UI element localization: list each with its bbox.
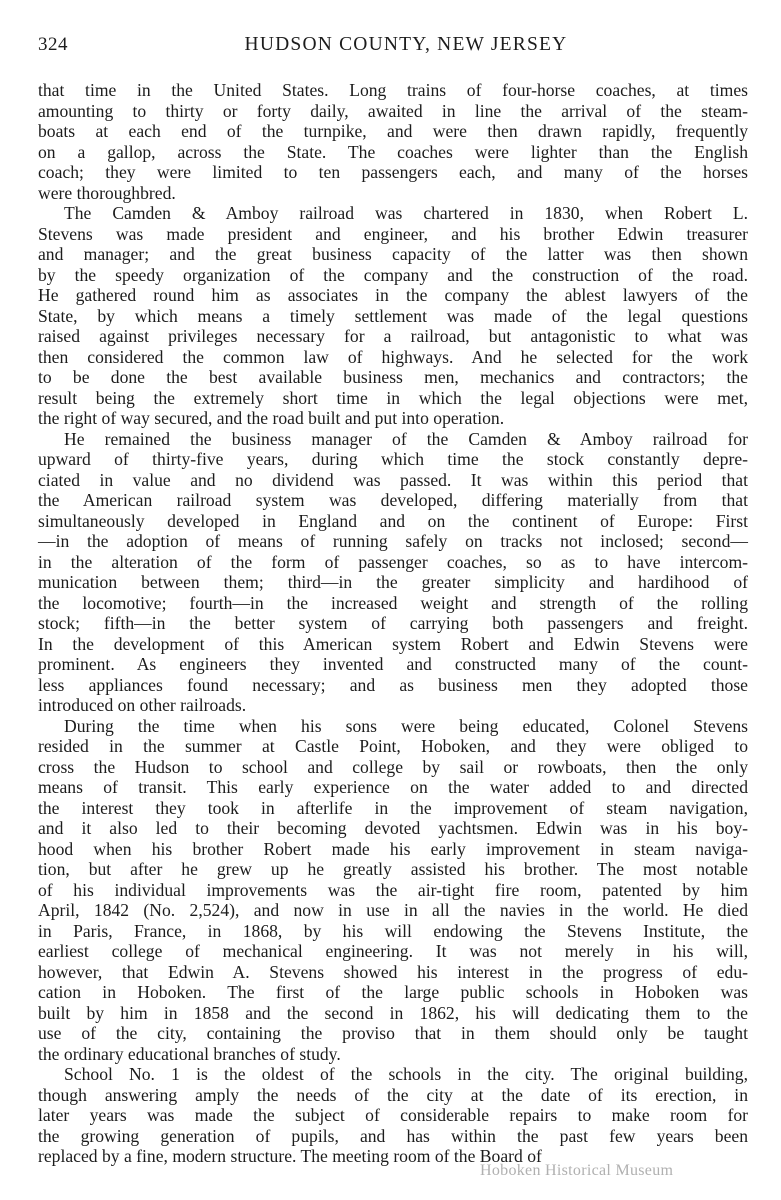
- watermark: Hoboken Historical Museum: [480, 1162, 674, 1179]
- text-line: of his individual improvements was the air-tight fire room, patented by him: [38, 879, 748, 900]
- text-line: cation in Hoboken. The first of the large public schools in Hoboken was: [38, 982, 748, 1002]
- text-line: raised against privileges necessary for a railroad, but antagonistic to what was: [38, 326, 748, 346]
- running-header: [36, 34, 750, 60]
- body-text: [38, 80, 748, 1167]
- text-line: were thoroughbred.: [38, 182, 176, 203]
- text-line: then considered the common law of highways. And he selected for the work: [38, 346, 748, 367]
- text-line: result being the extremely short time in which the legal objections were met,: [38, 387, 748, 408]
- text-line: —in the adoption of means of running safely on tracks not inclosed; second—: [38, 531, 748, 551]
- text-line: built by him in 1858 and the second in 1862, his will dedicating them to the: [38, 1002, 748, 1023]
- running-title: HUDSON COUNTY, NEW JERSEY: [244, 34, 568, 55]
- text-line: however, that Edwin A. Stevens showed his interest in the progress of edu-: [38, 961, 748, 982]
- text-line: means of transit. This early experience on the water added to and directed: [38, 777, 748, 797]
- text-line: State, by which means a timely settlement was made of the legal questions: [38, 305, 748, 326]
- text-line: cross the Hudson to school and college by sail or rowboats, then the only: [38, 756, 748, 777]
- text-line: and it also led to their becoming devoted yachtsmen. Edwin was in his boy-: [38, 818, 748, 838]
- text-line: the right of way secured, and the road built and put into operation.: [38, 408, 505, 428]
- text-line: The Camden & Amboy railroad was chartered in 1830, when Robert L.: [64, 203, 748, 223]
- text-line: ciated in value and no dividend was passed. It was within this period that: [38, 469, 748, 490]
- text-line: April, 1842 (No. 2,524), and now in use in all the navies in the world. He died: [38, 900, 748, 920]
- text-line: coach; they were limited to ten passengers each, and many of the horses: [38, 162, 748, 182]
- text-line: Stevens was made president and engineer, and his brother Edwin treasurer: [38, 223, 748, 244]
- text-line: amounting to thirty or forty daily, awaited in line the arrival of the steam-: [38, 100, 748, 121]
- text-line: introduced on other railroads.: [38, 695, 247, 715]
- text-line: simultaneously developed in England and on the continent of Europe: First: [38, 510, 748, 531]
- text-line: to be done the best available business men, mechanics and contractors; the: [38, 367, 748, 387]
- text-line: stock; fifth—in the better system of carrying both passengers and freight.: [38, 613, 748, 633]
- text-line: and manager; and the great business capacity of the latter was then shown: [38, 244, 748, 264]
- text-line: in Paris, France, in 1868, by his will endowing the Stevens Institute, the: [38, 920, 748, 941]
- text-line: less appliances found necessary; and as business men they adopted those: [38, 674, 748, 695]
- text-line: the growing generation of pupils, and has within the past few years been: [38, 1125, 748, 1146]
- text-line: upward of thirty-five years, during which time the stock constantly depre-: [38, 449, 748, 469]
- text-line: replaced by a fine, modern structure. The meeting room of the Board of: [38, 1146, 542, 1166]
- text-line: on a gallop, across the State. The coaches were lighter than the English: [38, 141, 748, 162]
- text-line: prominent. As engineers they invented and constructed many of the count-: [38, 654, 748, 674]
- text-line: the locomotive; fourth—in the increased weight and strength of the rolling: [38, 592, 748, 613]
- text-line: hood when his brother Robert made his early improvement in steam naviga-: [38, 838, 748, 859]
- text-line: During the time when his sons were being educated, Colonel Stevens: [64, 715, 748, 736]
- text-line: use of the city, containing the proviso that in them should only be taught: [38, 1023, 748, 1043]
- text-line: that time in the United States. Long trains of four-horse coaches, at times: [38, 80, 748, 100]
- text-line: the ordinary educational branches of study.: [38, 1043, 341, 1064]
- text-line: by the speedy organization of the company and the construction of the road.: [38, 264, 748, 285]
- text-line: He gathered round him as associates in the company the ablest lawyers of the: [38, 285, 748, 305]
- text-line: munication between them; third—in the greater simplicity and hardihood of: [38, 572, 748, 592]
- text-line: in the alteration of the form of passenger coaches, so as to have intercom-: [38, 551, 748, 572]
- text-line: School No. 1 is the oldest of the schools in the city. The original building,: [64, 1064, 748, 1084]
- text-line: though answering amply the needs of the city at the date of its erection, in: [38, 1084, 748, 1105]
- text-line: He remained the business manager of the Camden & Amboy railroad for: [64, 428, 748, 449]
- text-line: the interest they took in afterlife in the improvement of steam navigation,: [38, 797, 748, 818]
- text-line: resided in the summer at Castle Point, Hoboken, and they were obliged to: [38, 736, 748, 756]
- text-line: earliest college of mechanical engineering. It was not merely in his will,: [38, 941, 748, 961]
- text-line: boats at each end of the turnpike, and were then drawn rapidly, frequently: [38, 121, 748, 141]
- text-line: tion, but after he grew up he greatly assisted his brother. The most notable: [38, 859, 748, 879]
- text-line: the American railroad system was developed, differing materially from that: [38, 490, 748, 510]
- text-line: In the development of this American system Robert and Edwin Stevens were: [38, 633, 748, 654]
- page-number: 324: [38, 34, 68, 55]
- text-line: later years was made the subject of considerable repairs to make room for: [38, 1105, 748, 1125]
